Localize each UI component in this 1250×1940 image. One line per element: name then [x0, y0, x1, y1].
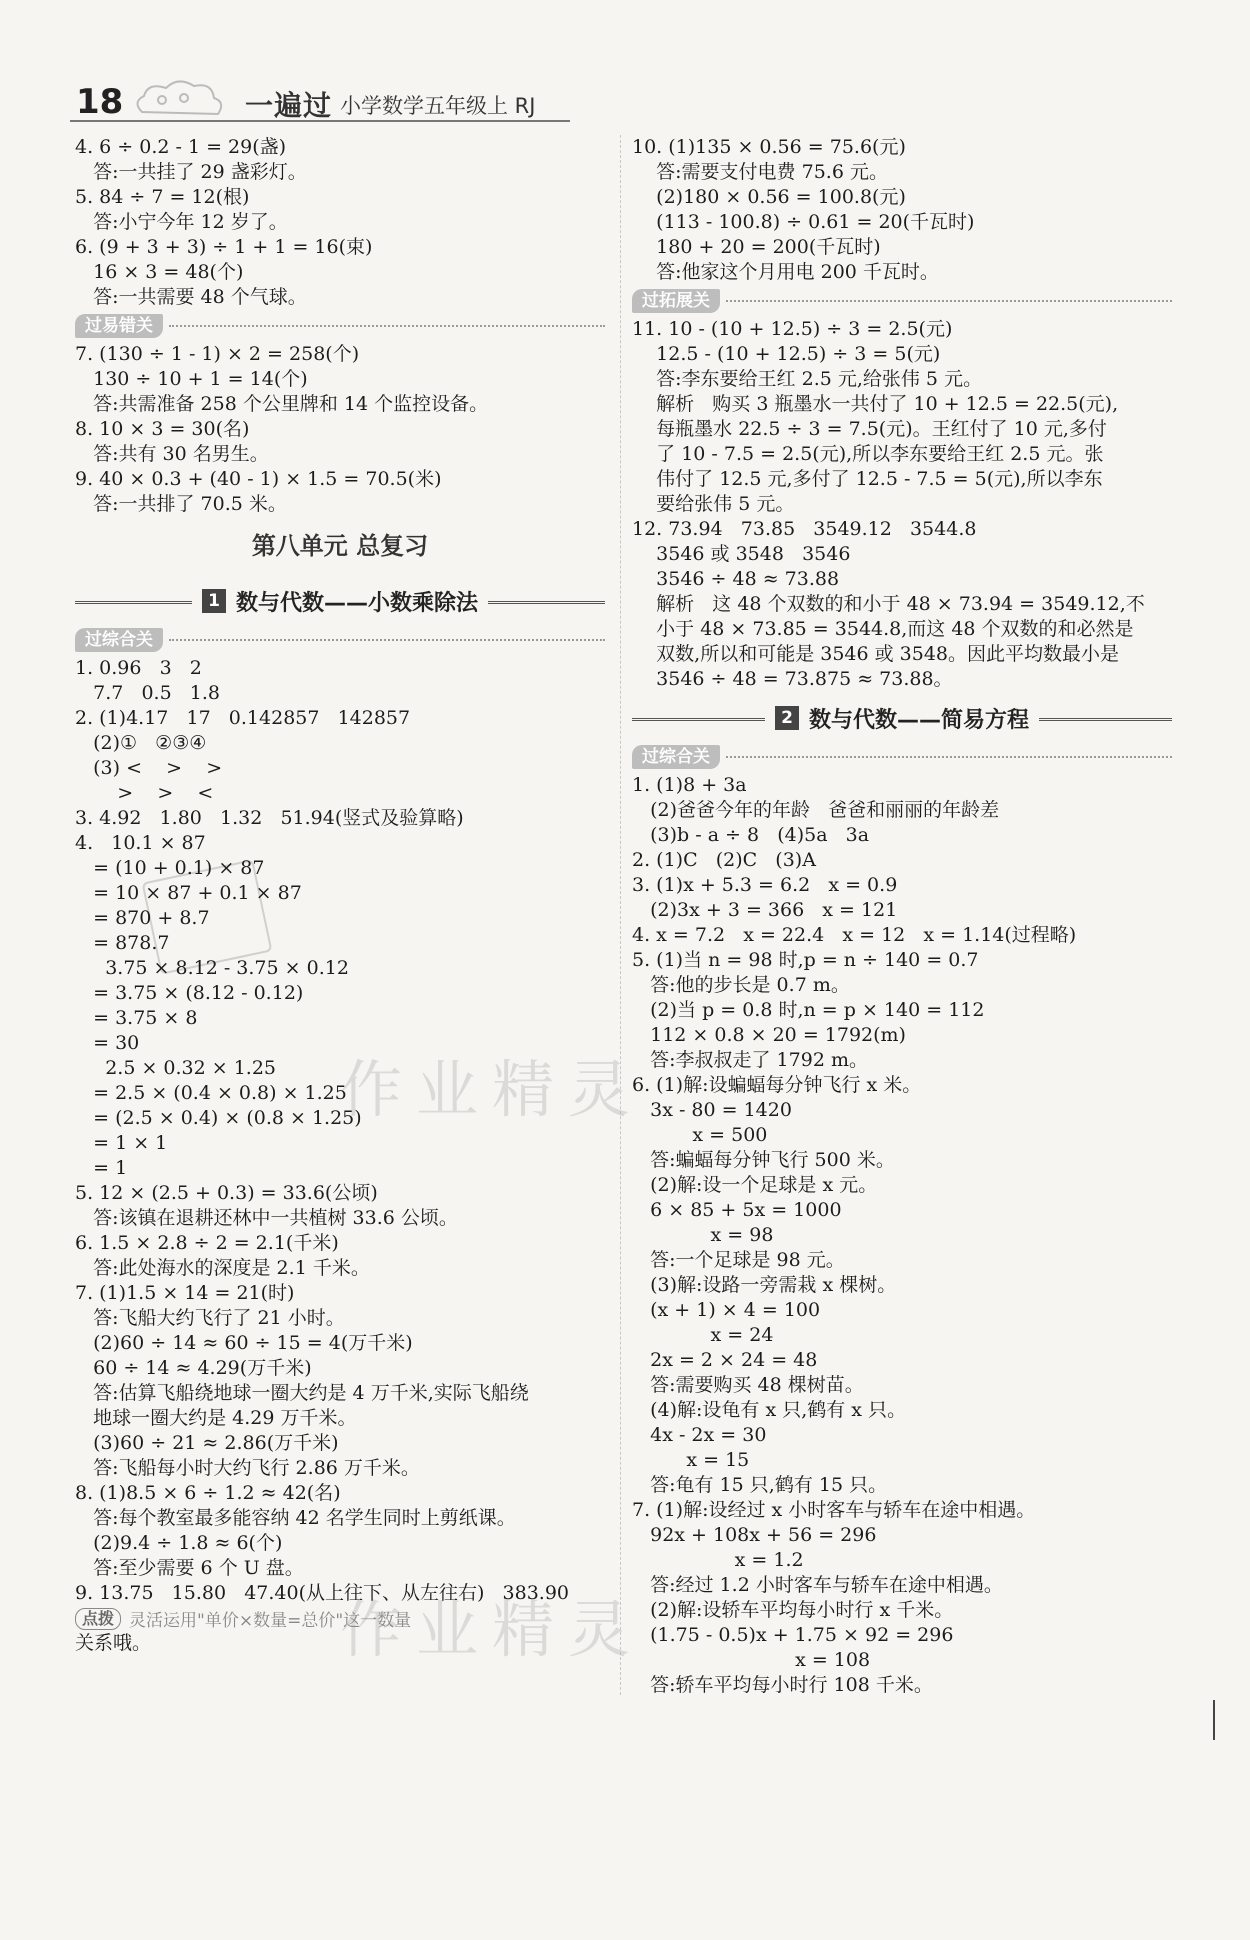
answer-line: 4. 10.1 × 87: [75, 832, 206, 854]
answer-line: 答:共有 30 名男生。: [75, 443, 269, 465]
answer-line: 9. 13.75 15.80 47.40(从上往下、从左往右) 383.90: [75, 1582, 570, 1604]
answer-line: 2x = 2 × 24 = 48: [632, 1349, 818, 1371]
answer-line: 180 + 20 = 200(千瓦时): [632, 236, 881, 258]
answer-line: 答:龟有 15 只,鹤有 15 只。: [632, 1474, 888, 1496]
answer-line: 关系哦。: [75, 1632, 152, 1654]
answer-line: (2)3x + 3 = 366 x = 121: [632, 899, 898, 921]
answer-line: 答:李叔叔走了 1792 m。: [632, 1049, 868, 1071]
margin-mark: [1213, 1700, 1215, 1740]
answer-line: 7. (1)解:设经过 x 小时客车与轿车在途中相遇。: [632, 1499, 1036, 1521]
answer-line: 答:该镇在退耕还林中一共植树 33.6 公顷。: [75, 1207, 458, 1229]
answer-line: = 870 + 8.7: [75, 907, 210, 929]
answer-line: x = 1.2: [632, 1549, 804, 1571]
answer-line: = (2.5 × 0.4) × (0.8 × 1.25): [75, 1107, 362, 1129]
answer-line: 7. (1)1.5 × 14 = 21(时): [75, 1282, 295, 1304]
answer-line: 11. 10 - (10 + 12.5) ÷ 3 = 2.5(元): [632, 318, 953, 340]
answer-line: 7.7 0.5 1.8: [75, 682, 221, 704]
dotted-rule: [726, 300, 1172, 302]
answer-line: 4. x = 7.2 x = 22.4 x = 12 x = 1.14(过程略): [632, 924, 1077, 946]
answer-line: 6. 1.5 × 2.8 ÷ 2 = 2.1(千米): [75, 1232, 339, 1254]
left-column: [75, 135, 605, 1656]
answer-line: (2)爸爸今年的年龄 爸爸和丽丽的年龄差: [632, 799, 1000, 821]
section-title: 数与代数——简易方程: [808, 707, 1029, 733]
watermark: 作业精灵: [340, 1053, 645, 1126]
section-tag: [632, 288, 1172, 314]
answer-line: 12. 73.94 73.85 3549.12 3544.8: [632, 518, 977, 540]
answer-line: (2)解:设轿车平均每小时行 x 千米。: [632, 1599, 954, 1621]
answer-line: (3)b - a ÷ 8 (4)5a 3a: [632, 824, 870, 846]
answer-line: 112 × 0.8 × 20 = 1792(m): [632, 1024, 906, 1046]
answer-line: 答:估算飞船绕地球一圈大约是 4 万千米,实际飞船绕: [75, 1382, 529, 1404]
answer-line: 答:蝙蝠每分钟飞行 500 米。: [632, 1149, 895, 1171]
answer-line: 3546 ÷ 48 = 73.875 ≈ 73.88。: [632, 668, 953, 690]
answer-line: 答:此处海水的深度是 2.1 千米。: [75, 1257, 370, 1279]
section-heading: [632, 696, 1172, 740]
pencil-tip-icon: 点拨: [75, 1608, 121, 1630]
section-tag-label: 过拓展关: [632, 289, 720, 313]
answer-line: 答:一个足球是 98 元。: [632, 1249, 845, 1271]
answer-line: 4x - 2x = 30: [632, 1424, 767, 1446]
heading-box: [192, 586, 488, 617]
answer-line: (113 - 100.8) ÷ 0.61 = 20(千瓦时): [632, 211, 975, 233]
answer-line: 答:一共排了 70.5 米。: [75, 493, 287, 515]
answer-line: 9. 40 × 0.3 + (40 - 1) × 1.5 = 70.5(米): [75, 468, 442, 490]
answer-line: = 10 × 87 + 0.1 × 87: [75, 882, 302, 904]
answer-line: 5. 12 × (2.5 + 0.3) = 33.6(公顷): [75, 1182, 378, 1204]
section-tag-label: 过综合关: [632, 745, 720, 769]
answer-line: 16 × 3 = 48(个): [75, 261, 244, 283]
answer-line: 7. (130 ÷ 1 - 1) × 2 = 258(个): [75, 343, 360, 365]
right-column: [632, 135, 1172, 1698]
answer-line: 8. (1)8.5 × 6 ÷ 1.2 ≈ 42(名): [75, 1482, 341, 1504]
answer-line: 6. (1)解:设蝙蝠每分钟飞行 x 米。: [632, 1074, 922, 1096]
answer-line: 3. (1)x + 5.3 = 6.2 x = 0.9: [632, 874, 898, 896]
answer-line: 解析 这 48 个双数的和小于 48 × 73.94 = 3549.12,不: [632, 593, 1145, 615]
header-rule: [70, 120, 570, 122]
answer-line: (3)解:设路一旁需栽 x 棵树。: [632, 1274, 897, 1296]
section-tag: [75, 313, 605, 339]
answer-line: x = 98: [632, 1224, 774, 1246]
answer-line: 8. 10 × 3 = 30(名): [75, 418, 250, 440]
answer-line: 3546 或 3548 3546: [632, 543, 851, 565]
section-title: 数与代数——小数乘除法: [235, 590, 478, 616]
answer-line: 92x + 108x + 56 = 296: [632, 1524, 877, 1546]
section-tag-label: 过易错关: [75, 314, 163, 338]
answer-line: 1. 0.96 3 2: [75, 657, 202, 679]
answer-line: (1.75 - 0.5)x + 1.75 × 92 = 296: [632, 1624, 954, 1646]
answer-line: 1. (1)8 + 3a: [632, 774, 747, 796]
answer-line: 12.5 - (10 + 12.5) ÷ 3 = 5(元): [632, 343, 941, 365]
answer-line: 答:一共需要 48 个气球。: [75, 286, 307, 308]
answer-line: 答:至少需要 6 个 U 盘。: [75, 1557, 304, 1579]
answer-line: 10. (1)135 × 0.56 = 75.6(元): [632, 136, 906, 158]
watermark: 作业精灵: [340, 1593, 645, 1666]
answer-line: 答:共需准备 258 个公里牌和 14 个监控设备。: [75, 393, 489, 415]
answer-line: (2)9.4 ÷ 1.8 ≈ 6(个): [75, 1532, 283, 1554]
answer-line: 答:他家这个月用电 200 千瓦时。: [632, 261, 939, 283]
answer-line: (2)① ②③④: [75, 732, 207, 754]
answer-line: = (10 + 0.1) × 87: [75, 857, 265, 879]
answer-line: 答:他的步长是 0.7 m。: [632, 974, 850, 996]
answer-line: 了 10 - 7.5 = 2.5(元),所以李东要给王红 2.5 元。张: [632, 443, 1104, 465]
answer-line: 要给张伟 5 元。: [632, 493, 795, 515]
answer-line: (2)180 × 0.56 = 100.8(元): [632, 186, 906, 208]
answer-line: (3) < > >: [75, 757, 223, 779]
answer-line: 3.75 × 8.12 - 3.75 × 0.12: [75, 957, 349, 979]
answer-line: 60 ÷ 14 ≈ 4.29(万千米): [75, 1357, 312, 1379]
answer-line: 3x - 80 = 1420: [632, 1099, 792, 1121]
answer-line: = 1 × 1: [75, 1132, 168, 1154]
section-tag-label: 过综合关: [75, 628, 163, 652]
answer-line: 6. (9 + 3 + 3) ÷ 1 + 1 = 16(束): [75, 236, 373, 258]
answer-line: (2)解:设一个足球是 x 元。: [632, 1174, 878, 1196]
section-tag: [75, 627, 605, 653]
answer-line: 3. 4.92 1.80 1.32 51.94(竖式及验算略): [75, 807, 464, 829]
answer-line: 6 × 85 + 5x = 1000: [632, 1199, 842, 1221]
answer-line: (3)60 ÷ 21 ≈ 2.86(万千米): [75, 1432, 339, 1454]
answer-line: 地球一圈大约是 4.29 万千米。: [75, 1407, 357, 1429]
answer-line: x = 500: [632, 1124, 768, 1146]
answer-line: = 3.75 × 8: [75, 1007, 198, 1029]
unit-title: 第八单元 总复习: [251, 532, 429, 560]
dotted-rule: [169, 325, 605, 327]
answer-line: 解析 购买 3 瓶墨水一共付了 10 + 12.5 = 22.5(元),: [632, 393, 1119, 415]
answer-line: = 2.5 × (0.4 × 0.8) × 1.25: [75, 1082, 347, 1104]
page-number: 18: [76, 82, 124, 122]
section-tag: [632, 744, 1172, 770]
answer-line: 答:一共挂了 29 盏彩灯。: [75, 161, 307, 183]
answer-line: 答:李东要给王红 2.5 元,给张伟 5 元。: [632, 368, 983, 390]
answer-line: 3546 ÷ 48 ≈ 73.88: [632, 568, 840, 590]
answer-line: x = 108: [632, 1649, 871, 1671]
answer-line: 答:每个教室最多能容纳 42 名学生同时上剪纸课。: [75, 1507, 516, 1529]
answer-line: > > <: [75, 782, 214, 804]
answer-line: x = 15: [632, 1449, 750, 1471]
answer-line: x = 24: [632, 1324, 774, 1346]
answer-line: 答:需要购买 48 棵树苗。: [632, 1374, 864, 1396]
section-heading: [75, 579, 605, 623]
brand-logo: 一遍过: [245, 89, 333, 122]
series-title: 小学数学五年级上 RJ: [340, 94, 536, 118]
tip-text: 灵活运用"单价×数量=总价"这一数量: [129, 1611, 412, 1631]
section-number: 2: [775, 706, 799, 730]
answer-line: 130 ÷ 10 + 1 = 14(个): [75, 368, 308, 390]
answer-line: = 3.75 × (8.12 - 0.12): [75, 982, 304, 1004]
tip-note: [75, 1606, 605, 1631]
answer-line: (2)当 p = 0.8 时,n = p × 140 = 112: [632, 999, 985, 1021]
heading-box: [765, 703, 1039, 734]
answer-line: (2)60 ÷ 14 ≈ 60 ÷ 15 = 4(万千米): [75, 1332, 413, 1354]
answer-line: 答:小宁今年 12 岁了。: [75, 211, 288, 233]
answer-line: 2. (1)4.17 17 0.142857 142857: [75, 707, 411, 729]
answer-line: = 1: [75, 1157, 128, 1179]
answer-line: (x + 1) × 4 = 100: [632, 1299, 821, 1321]
answer-line: 伟付了 12.5 元,多付了 12.5 - 7.5 = 5(元),所以李东: [632, 468, 1103, 490]
answer-line: = 30: [75, 1032, 140, 1054]
answer-line: 答:经过 1.2 小时客车与轿车在途中相遇。: [632, 1574, 1003, 1596]
column-divider: [620, 135, 621, 1695]
section-number: 1: [202, 589, 226, 613]
answer-line: (4)解:设龟有 x 只,鹤有 x 只。: [632, 1399, 907, 1421]
answer-line: 小于 48 × 73.85 = 3544.8,而这 48 个双数的和必然是: [632, 618, 1134, 640]
dotted-rule: [726, 756, 1172, 758]
answer-line: 5. 84 ÷ 7 = 12(根): [75, 186, 250, 208]
answer-line: 5. (1)当 n = 98 时,p = n ÷ 140 = 0.7: [632, 949, 979, 971]
answer-line: 答:飞船大约飞行了 21 小时。: [75, 1307, 345, 1329]
answer-line: 答:轿车平均每小时行 108 千米。: [632, 1674, 933, 1696]
answer-line: 答:飞船每小时大约飞行 2.86 万千米。: [75, 1457, 420, 1479]
dotted-rule: [169, 639, 605, 641]
answer-line: 每瓶墨水 22.5 ÷ 3 = 7.5(元)。王红付了 10 元,多付: [632, 418, 1107, 440]
answer-line: 答:需要支付电费 75.6 元。: [632, 161, 888, 183]
answer-line: 2. (1)C (2)C (3)A: [632, 849, 816, 871]
answer-line: 双数,所以和可能是 3546 或 3548。因此平均数最小是: [632, 643, 1120, 665]
answer-line: 4. 6 ÷ 0.2 - 1 = 29(盏): [75, 136, 287, 158]
answer-line: = 878.7: [75, 932, 170, 954]
answer-line: 2.5 × 0.32 × 1.25: [75, 1057, 277, 1079]
